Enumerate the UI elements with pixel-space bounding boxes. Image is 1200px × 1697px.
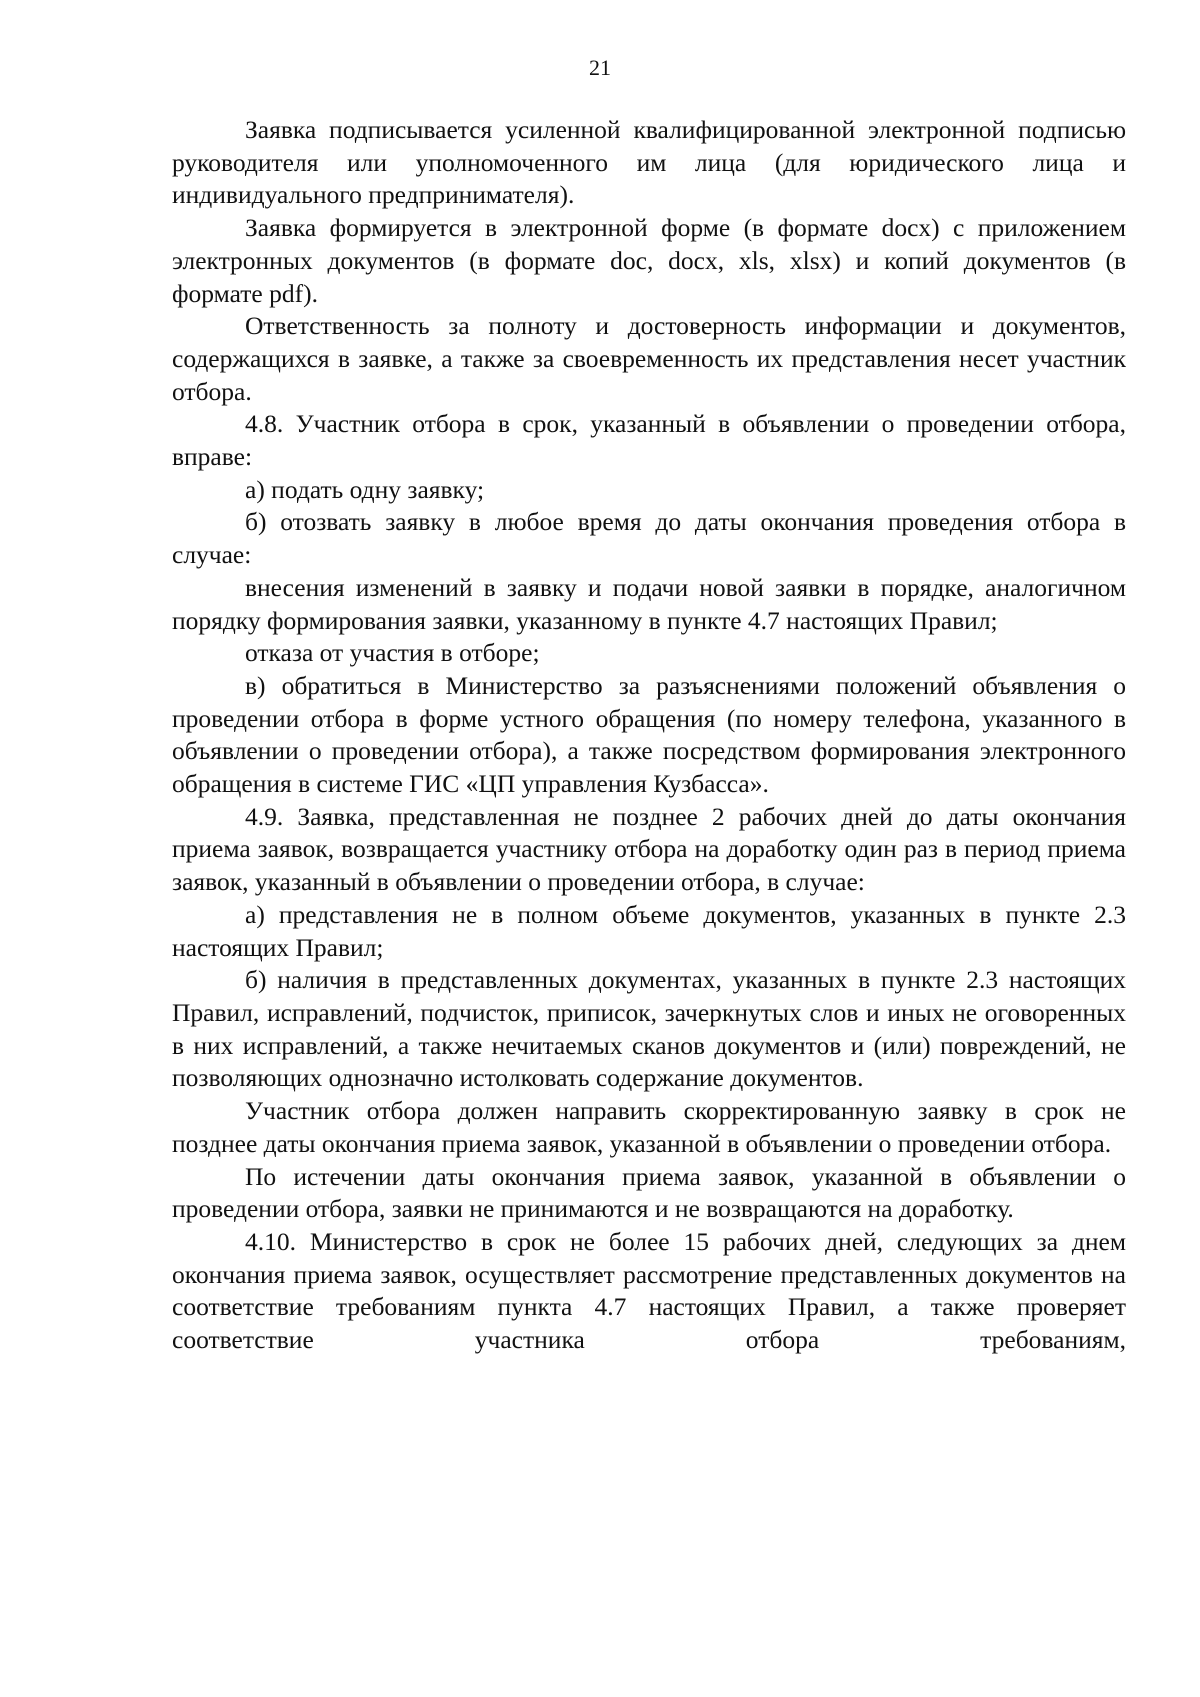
document-body <box>172 114 1126 1357</box>
paragraph-4-9-a: а) представления не в полном объеме документов, указанных в пункте 2.3 настоящих Правил; <box>172 899 1126 962</box>
paragraph-4-8-a: а) подать одну заявку; <box>245 474 485 504</box>
paragraph-4-8-b-changes: внесения изменений в заявку и подачи новой заявки в порядке, аналогичном порядку формирования заявки, указанному в пункте 4.7 настоящих Правил; <box>172 572 1126 635</box>
paragraph-4-10: 4.10. Министерство в срок не более 15 рабочих дней, следующих за днем окончания приема заявок, осуществляет рассмотрение представленных документов на соответствие требованиям пункта 4.7 настоящих Правил, а также проверяет соответствие участника отбора требованиям, <box>172 1226 1126 1355</box>
paragraph-format: Заявка формируется в электронной форме (в формате docx) с приложением электронных документов (в формате doc, docx, xls, xlsx) и копий документов (в формате pdf). <box>172 213 1126 308</box>
paragraph-4-9-b: б) наличия в представленных документах, указанных в пункте 2.3 настоящих Правил, исправлений, подчисток, приписок, зачеркнутых слов и иных не оговоренных в них исправлений, а также нечитаемых сканов документов и (или) повреждений, не позволяющих однозначно истолковать содержание документов. <box>172 965 1126 1093</box>
paragraph-4-8-b: б) отозвать заявку в любое время до даты окончания проведения отбора в случае: <box>172 507 1126 570</box>
paragraph-4-8-b-refusal: отказа от участия в отборе; <box>245 638 540 668</box>
paragraph-signature: Заявка подписывается усиленной квалифицированной электронной подписью руководителя или уполномоченного им лица (для юридического лица и индивидуального предпринимателя). <box>172 115 1126 210</box>
page-number: 21 <box>589 55 611 80</box>
paragraph-responsibility: Ответственность за полноту и достоверность информации и документов, содержащихся в заявке, а также за своевременность их представления несет участник отбора. <box>172 311 1126 406</box>
paragraph-4-8-v: в) обратиться в Министерство за разъяснениями положений объявления о проведении отбора в форме устного обращения (по номеру телефона, указанного в объявлении о проведении отбора), а также посредством формирования электронного обращения в системе ГИС «ЦП управления Кузбасса». <box>172 670 1126 799</box>
paragraph-corrected-application: Участник отбора должен направить скорректированную заявку в срок не позднее даты окончания приема заявок, указанной в объявлении о проведении отбора. <box>172 1096 1126 1158</box>
paragraph-deadline-expiry: По истечении даты окончания приема заявок, указанной в объявлении о проведении отбора, заявки не принимаются и не возвращаются на доработку. <box>172 1161 1126 1224</box>
paragraph-4-9: 4.9. Заявка, представленная не позднее 2 рабочих дней до даты окончания приема заявок, возвращается участнику отбора на доработку один раз в период приема заявок, указанный в объявлении о проведении отбора, в случае: <box>172 801 1126 897</box>
paragraph-4-8: 4.8. Участник отбора в срок, указанный в объявлении о проведении отбора, вправе: <box>172 409 1126 472</box>
